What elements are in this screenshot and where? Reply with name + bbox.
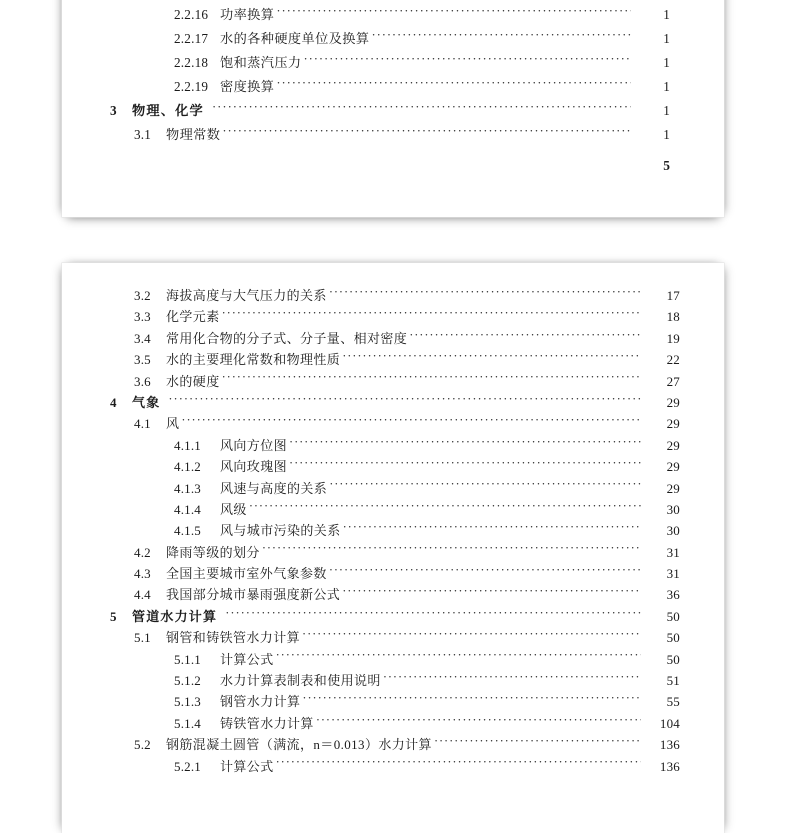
toc-entry-title: 功率换算 xyxy=(220,7,275,22)
toc-entry-number: 3.1 xyxy=(134,127,152,142)
toc-entry-title: 风向玫瑰图 xyxy=(220,459,288,475)
toc-leader-dots xyxy=(329,565,641,578)
toc-leader-dots xyxy=(168,394,641,407)
toc-entry-number: 2.2.18 xyxy=(174,55,209,70)
toc-leader-dots xyxy=(222,308,641,321)
toc-entry xyxy=(62,76,724,100)
toc-entry-number: 4 xyxy=(110,394,117,410)
toc-entry xyxy=(62,124,724,148)
toc-entry-title: 化学元素 xyxy=(166,309,220,325)
scanned-page-upper xyxy=(62,0,724,217)
toc-entry-page-number: 1 xyxy=(663,55,670,70)
toc-entry-title: 风向方位图 xyxy=(220,437,288,453)
toc-entry-number: 3.6 xyxy=(134,373,151,389)
toc-leader-dots xyxy=(222,373,641,386)
toc-entry-number: 3.2 xyxy=(134,288,151,303)
toc-entry-number: 4.1.5 xyxy=(174,523,201,539)
toc-entry-page-number: 31 xyxy=(666,544,680,560)
toc-entry xyxy=(62,413,724,434)
toc-entry xyxy=(62,670,724,691)
toc-entry-page-number: 51 xyxy=(666,673,680,689)
toc-entry-title: 钢管水力计算 xyxy=(220,694,301,710)
toc-leader-dots xyxy=(342,351,641,364)
toc-entry-title: 水力计算表制表和使用说明 xyxy=(220,673,381,689)
toc-leader-dots xyxy=(302,693,641,706)
toc-entry-number: 3.4 xyxy=(134,330,151,346)
toc-entry-title: 水的主要理化常数和物理性质 xyxy=(166,352,341,368)
page-content-area-upper xyxy=(62,0,724,217)
toc-entry-number: 5.1 xyxy=(134,630,151,646)
toc-entry xyxy=(62,520,724,541)
toc-entry-number: 2.2.19 xyxy=(174,79,209,94)
toc-entry-number: 2.2.17 xyxy=(174,31,209,46)
toc-entry-page-number: 30 xyxy=(666,501,680,517)
toc-entry-page-number: 1 xyxy=(663,103,670,118)
toc-entry-title: 风 xyxy=(166,416,180,432)
toc-entry-number: 4.3 xyxy=(134,566,151,582)
toc-entry-title: 饱和蒸汽压力 xyxy=(220,55,302,70)
toc-entry-title: 铸铁管水力计算 xyxy=(220,715,314,731)
toc-entry-number: 4.1 xyxy=(134,416,151,432)
toc-entry-number: 4.1.3 xyxy=(174,480,201,496)
toc-entry xyxy=(62,100,724,124)
toc-entry-title: 我国部分城市暴雨强度新公式 xyxy=(166,587,341,603)
toc-list-upper xyxy=(62,4,724,182)
toc-entry-page-number: 29 xyxy=(666,416,680,432)
book-folio-number: 5 xyxy=(663,158,670,173)
toc-entry-page-number: 50 xyxy=(666,608,680,624)
toc-entry-title: 计算公式 xyxy=(220,758,274,774)
toc-entry-title: 计算公式 xyxy=(220,651,274,667)
toc-entry xyxy=(62,306,724,327)
toc-entry-title: 钢筋混凝土圆管（满流，n＝0.013）水力计算 xyxy=(166,737,432,753)
toc-entry-title: 气象 xyxy=(132,394,161,410)
toc-entry-title: 常用化合物的分子式、分子量、相对密度 xyxy=(166,330,408,346)
toc-entry-number: 4.1.4 xyxy=(174,501,201,517)
toc-entry-number: 4.1.2 xyxy=(174,459,201,475)
toc-entry-number: 3.3 xyxy=(134,309,151,325)
toc-leader-dots xyxy=(276,6,631,19)
toc-leader-dots xyxy=(289,458,641,471)
toc-leader-dots xyxy=(383,672,641,685)
toc-entry-number: 5.1.4 xyxy=(174,715,201,731)
toc-leader-dots xyxy=(304,54,631,67)
toc-entry-number: 5.1.2 xyxy=(174,673,201,689)
toc-leader-dots xyxy=(409,330,641,343)
toc-entry xyxy=(62,328,724,349)
toc-leader-dots xyxy=(316,715,641,728)
toc-entry-page-number: 29 xyxy=(666,459,680,475)
toc-entry xyxy=(62,28,724,52)
toc-entry-page-number: 1 xyxy=(663,7,670,22)
toc-entry-number: 4.1.1 xyxy=(174,437,201,453)
toc-leader-dots xyxy=(222,126,631,139)
toc-entry-page-number: 50 xyxy=(666,630,680,646)
toc-entry-page-number: 50 xyxy=(666,651,680,667)
toc-entry-page-number: 36 xyxy=(666,587,680,603)
toc-entry-page-number: 19 xyxy=(666,330,680,346)
toc-leader-dots xyxy=(262,544,641,557)
toc-entry-page-number: 18 xyxy=(666,309,680,325)
toc-entry-page-number: 17 xyxy=(666,288,680,303)
toc-entry-title: 海拔高度与大气压力的关系 xyxy=(166,288,327,303)
toc-entry-page-number: 136 xyxy=(659,737,680,753)
toc-entry-title: 物理、化学 xyxy=(132,103,204,118)
toc-leader-dots xyxy=(371,30,631,43)
toc-leader-dots xyxy=(276,78,631,91)
scanned-page-lower xyxy=(62,263,724,833)
toc-leader-dots xyxy=(225,608,641,621)
toc-entry xyxy=(62,52,724,76)
toc-entry-title: 水的各种硬度单位及换算 xyxy=(220,31,370,46)
toc-entry-title: 风与城市污染的关系 xyxy=(220,523,341,539)
toc-entry-page-number: 1 xyxy=(663,79,670,94)
toc-entry-title: 水的硬度 xyxy=(166,373,220,389)
toc-entry xyxy=(62,4,724,28)
toc-entry xyxy=(62,499,724,520)
toc-entry xyxy=(62,478,724,499)
toc-entry-page-number: 27 xyxy=(666,373,680,389)
toc-leader-dots xyxy=(289,437,641,450)
toc-entry-number: 5.1.3 xyxy=(174,694,201,710)
toc-entry xyxy=(62,349,724,370)
toc-entry-number: 2.2.16 xyxy=(174,7,209,22)
toc-entry xyxy=(62,756,724,777)
toc-entry-number: 5.1.1 xyxy=(174,651,201,667)
toc-leader-dots xyxy=(343,522,641,535)
toc-entry-page-number: 29 xyxy=(666,437,680,453)
toc-entry-page-number: 29 xyxy=(666,480,680,496)
toc-entry xyxy=(62,713,724,734)
toc-entry xyxy=(62,691,724,712)
toc-entry-title: 密度换算 xyxy=(220,79,275,94)
toc-entry-number: 5.2 xyxy=(134,737,151,753)
toc-entry-title: 降雨等级的划分 xyxy=(166,544,260,560)
toc-leader-dots xyxy=(434,736,641,749)
toc-entry xyxy=(62,649,724,670)
toc-entry-number: 5.2.1 xyxy=(174,758,201,774)
toc-entry-title: 风速与高度的关系 xyxy=(220,480,328,496)
toc-entry xyxy=(62,734,724,755)
toc-entry-title: 风级 xyxy=(220,501,247,517)
toc-entry-title: 钢管和铸铁管水力计算 xyxy=(166,630,301,646)
toc-entry xyxy=(62,542,724,563)
toc-entry-page-number: 29 xyxy=(666,394,680,410)
toc-leader-dots xyxy=(276,758,641,771)
toc-entry xyxy=(62,392,724,413)
toc-entry-page-number: 1 xyxy=(663,127,670,142)
toc-entry xyxy=(62,371,724,392)
toc-entry-page-number: 30 xyxy=(666,523,680,539)
toc-entry-number: 4.4 xyxy=(134,587,151,603)
toc-entry xyxy=(62,584,724,605)
toc-entry-number: 5 xyxy=(110,608,117,624)
toc-entry xyxy=(62,627,724,648)
toc-list-lower xyxy=(62,285,724,777)
toc-leader-dots xyxy=(329,480,641,493)
toc-entry-number: 3 xyxy=(110,103,117,118)
page-content-area-lower xyxy=(62,263,724,833)
toc-entry-title: 管道水力计算 xyxy=(132,608,218,624)
toc-leader-dots xyxy=(329,287,641,300)
toc-entry xyxy=(62,606,724,627)
toc-entry xyxy=(62,456,724,477)
toc-leader-dots xyxy=(181,415,641,428)
toc-entry-page-number: 104 xyxy=(659,715,680,731)
toc-entry-page-number: 55 xyxy=(666,694,680,710)
toc-entry-number: 4.2 xyxy=(134,544,151,560)
toc-entry-number: 3.5 xyxy=(134,352,151,368)
toc-entry-page-number: 1 xyxy=(663,31,670,46)
toc-entry-title: 全国主要城市室外气象参数 xyxy=(166,566,327,582)
toc-entry-page-number: 136 xyxy=(659,758,680,774)
toc-entry-title: 物理常数 xyxy=(166,127,221,142)
toc-entry xyxy=(62,563,724,584)
toc-leader-dots xyxy=(276,651,641,664)
book-folio-row xyxy=(62,148,724,182)
toc-leader-dots xyxy=(212,102,631,115)
toc-entry xyxy=(62,285,724,306)
toc-leader-dots xyxy=(302,629,641,642)
toc-entry-page-number: 31 xyxy=(666,566,680,582)
toc-leader-dots xyxy=(342,586,641,599)
toc-entry-page-number: 22 xyxy=(666,352,680,368)
toc-leader-dots xyxy=(249,501,641,514)
toc-entry xyxy=(62,435,724,456)
